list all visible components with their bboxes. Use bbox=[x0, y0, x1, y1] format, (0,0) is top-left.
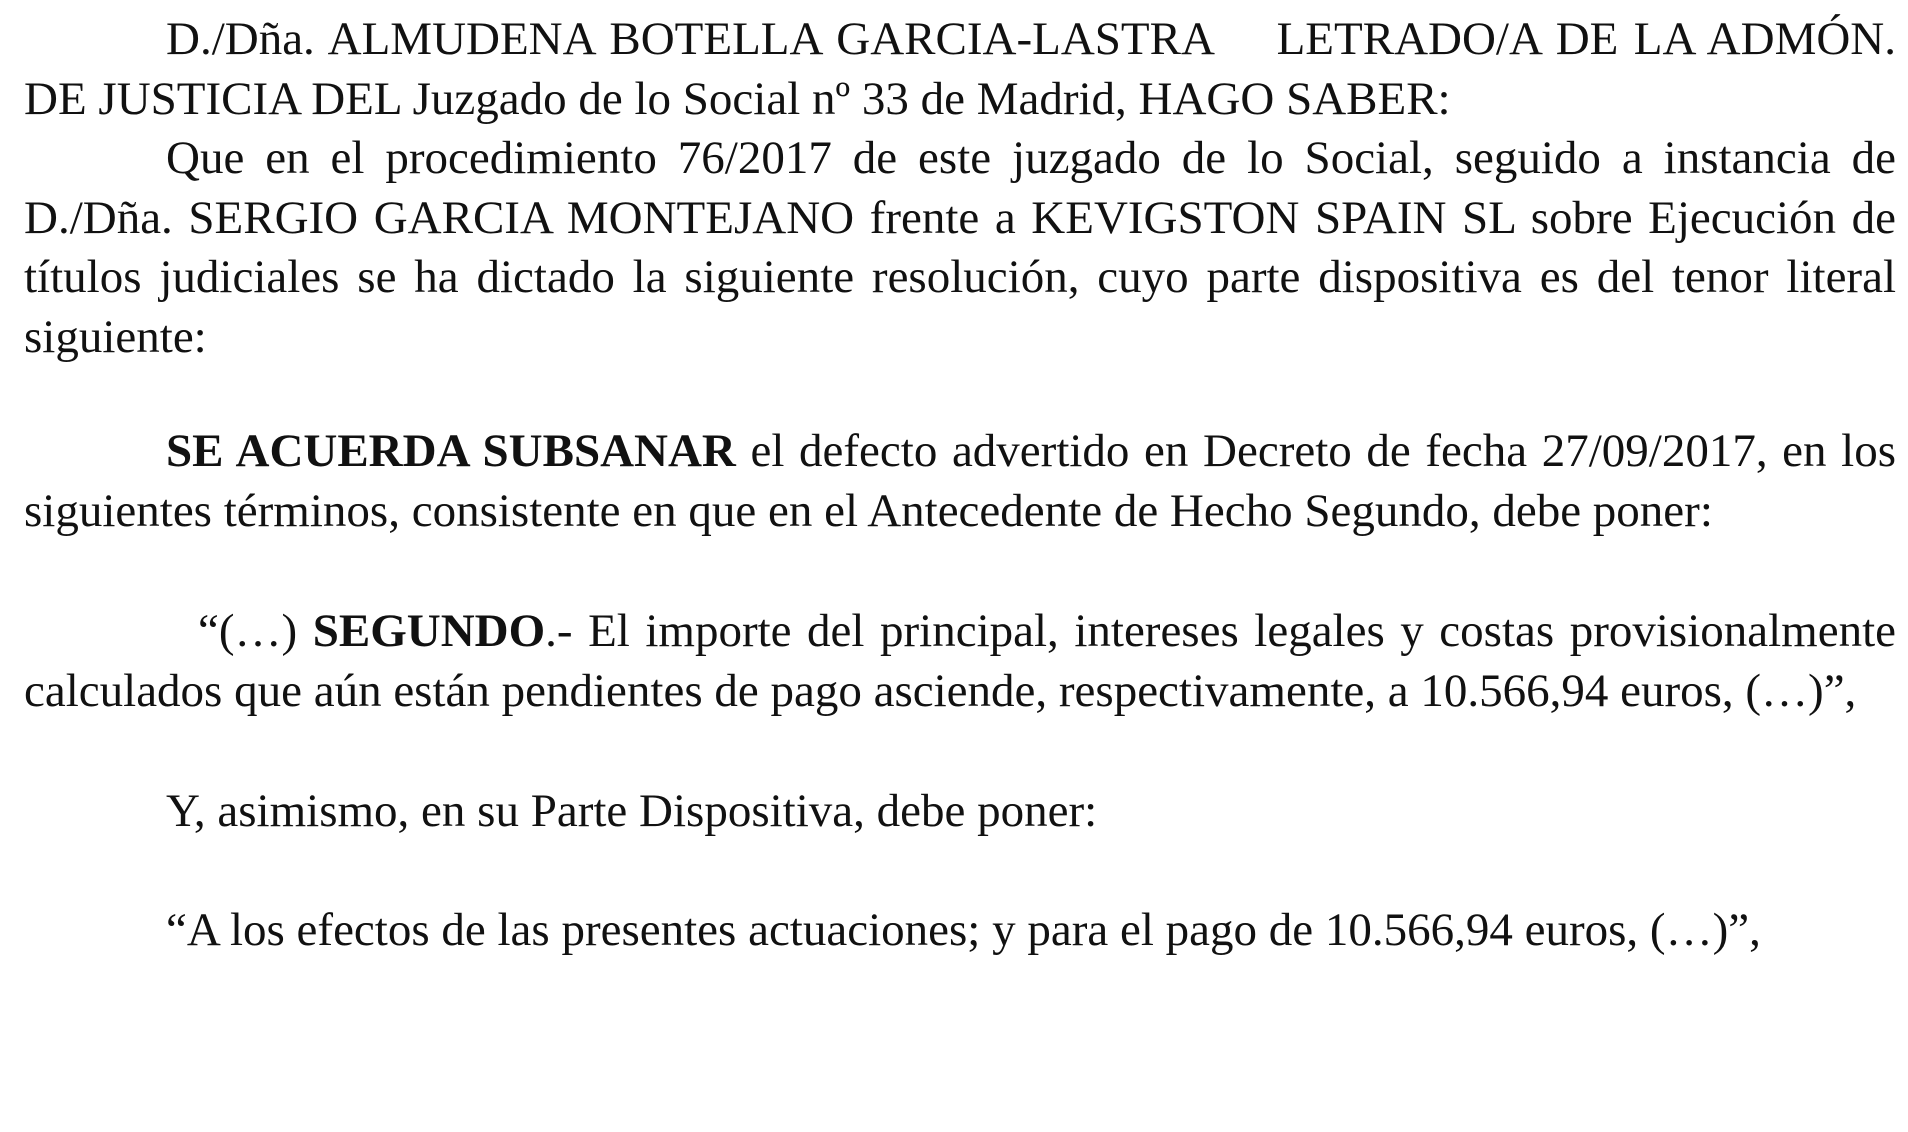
quote-segundo-paragraph bbox=[24, 602, 1896, 721]
segundo-heading: SEGUNDO bbox=[312, 605, 546, 657]
quote-open: “(…) bbox=[198, 605, 298, 657]
agreement-paragraph bbox=[24, 422, 1896, 541]
agreement-heading: SE ACUERDA SUBSANAR bbox=[166, 425, 736, 477]
also-paragraph: Y, asimismo, en su Parte Dispositiva, debe poner: bbox=[166, 785, 1098, 837]
header-paragraph bbox=[24, 10, 1896, 129]
clerk-name: D./Dña. ALMUDENA BOTELLA GARCIA-LASTRA bbox=[166, 13, 1215, 65]
clerk-title: LETRADO/A DE LA ADMÓN. DE JUSTICIA DEL Juzgado de lo Social nº 33 de Madrid, HAGO SABER: bbox=[24, 13, 1896, 125]
intro-paragraph: Que en el procedimiento 76/2017 de este juzgado de lo Social, seguido a instancia de D./Dña. SERGIO GARCIA MONTEJANO frente a KEVIGSTON SPAIN SL sobre Ejecución de títulos judiciales se ha dictado la siguiente resolución, cuyo parte dispositiva es del tenor literal siguiente: bbox=[24, 132, 1896, 363]
quote-dispositiva-paragraph: “A los efectos de las presentes actuaciones; y para el pago de 10.566,94 euros, (…)”, bbox=[166, 903, 1761, 956]
agreement-text: el defecto advertido en Decreto de fecha 27/09/2017, en los siguientes términos, consistente en que en el Antecedente de Hecho Segundo, debe poner: bbox=[24, 425, 1897, 537]
segundo-text: .- El importe del principal, intereses legales y costas provisionalmente calculados que aún están pendientes de pago asciende, respectivamente, a 10.566,94 euros, (…)”, bbox=[24, 605, 1897, 717]
